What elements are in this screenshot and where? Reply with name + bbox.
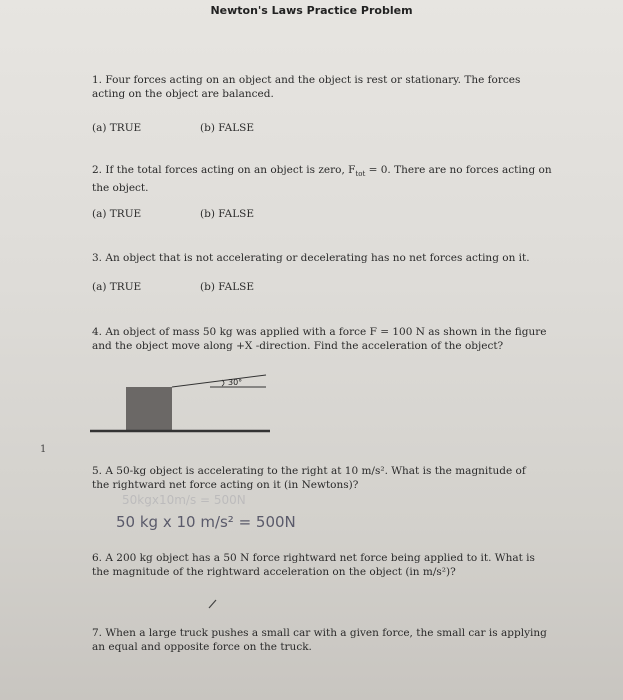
question-2-line-1-part-a: 2. If the total forces acting on an object is zero, F: [92, 164, 356, 176]
handwritten-answer: 50 kg x 10 m/s² = 500N: [116, 513, 296, 531]
question-6-line-2: the magnitude of the rightward acceleration on the object (in m/s²)?: [92, 566, 456, 578]
question-7-line-2: an equal and opposite force on the truck.: [92, 641, 312, 653]
block: [126, 387, 172, 430]
page-title: Newton's Laws Practice Problem: [210, 4, 413, 17]
pencil-stroke-mark: [206, 598, 220, 610]
erased-answer: 50kgx10m/s = 500N: [122, 493, 246, 507]
question-2-line-1-part-b: = 0. There are no forces acting on: [365, 164, 552, 176]
question-7: [92, 626, 562, 654]
question-6-line-1: 6. A 200 kg object has a 50 N force rightward net force being applied to it. What is: [92, 552, 535, 564]
angle-label: 30°: [228, 378, 243, 387]
question-3-option-b: (b) FALSE: [200, 281, 255, 293]
question-6: [92, 551, 562, 579]
question-2-line-2: the object.: [92, 182, 149, 195]
question-2-option-a: (a) TRUE: [92, 208, 142, 220]
question-4-line-1: 4. An object of mass 50 kg was applied with a force F = 100 N as shown in the figure: [92, 326, 547, 338]
question-1-option-a: (a) TRUE: [92, 122, 142, 134]
question-5-line-1: 5. A 50-kg object is accelerating to the right at 10 m/s². What is the magnitude of: [92, 465, 526, 477]
question-5: [92, 464, 562, 492]
margin-mark: 1: [40, 444, 47, 455]
question-3-option-a: (a) TRUE: [92, 281, 142, 293]
question-4-line-2: and the object move along +X -direction. Find the acceleration of the object?: [92, 340, 504, 352]
question-3-line-1: 3. An object that is not accelerating or decelerating has no net forces acting on it.: [92, 252, 530, 264]
question-5-line-2: the rightward net force acting on it (in Newtons)?: [92, 479, 359, 491]
force-vector: [172, 375, 266, 387]
question-1-line-2: acting on the object are balanced.: [92, 88, 274, 100]
question-7-line-1: 7. When a large truck pushes a small car with a given force, the small car is applying: [92, 627, 547, 639]
question-2-subscript: tot: [355, 170, 366, 179]
question-1-option-b: (b) FALSE: [200, 122, 255, 134]
question-1-line-1: 1. Four forces acting on an object and the object is rest or stationary. The forces: [92, 74, 521, 86]
question-2-option-b: (b) FALSE: [200, 208, 255, 220]
